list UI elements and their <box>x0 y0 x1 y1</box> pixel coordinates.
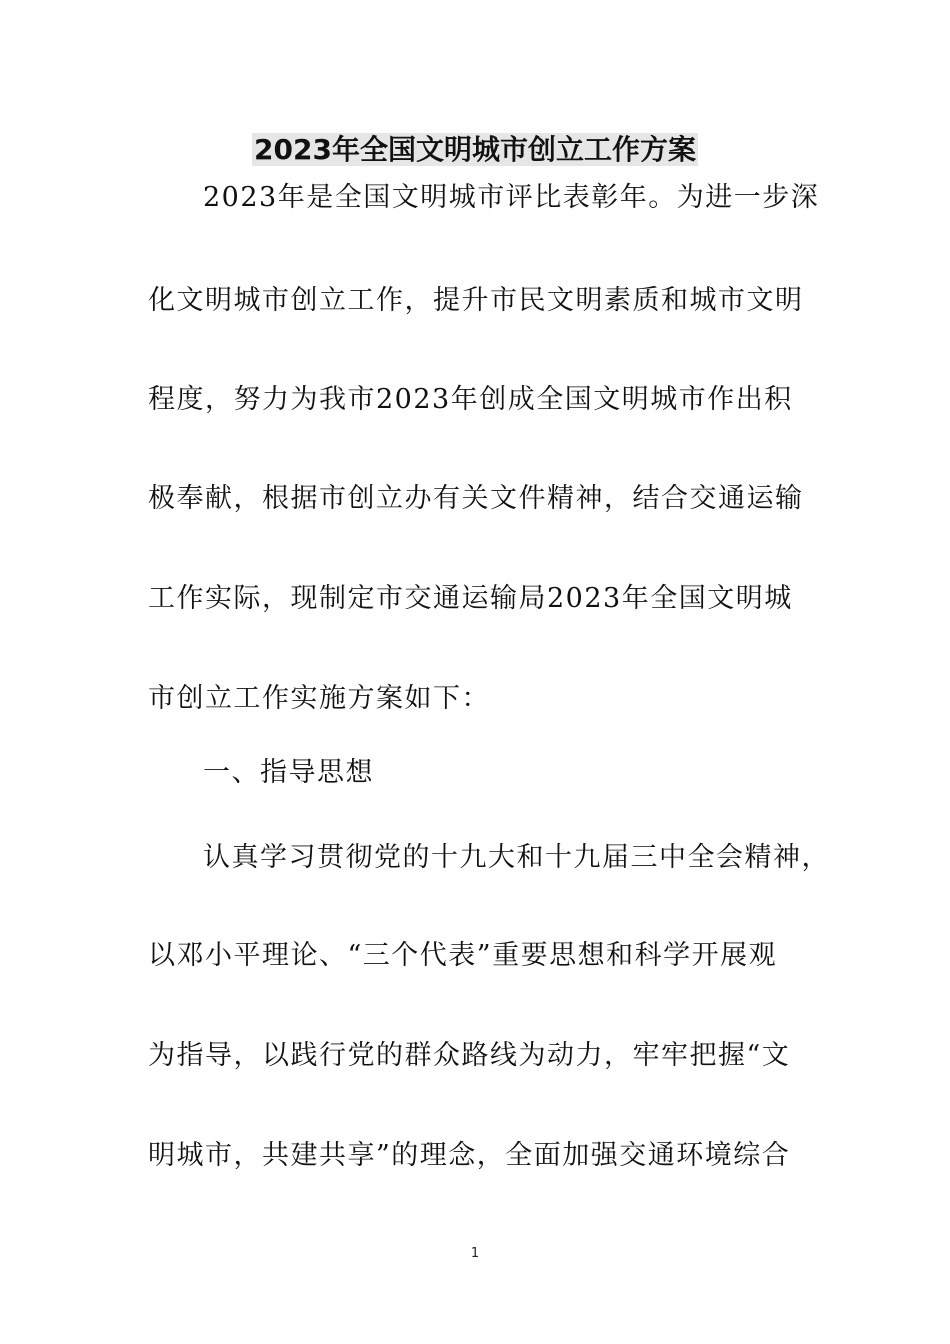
document-title-text: 2023年全国文明城市创立工作方案 <box>254 133 696 166</box>
paragraph-line: 以邓小平理论、“三个代表”重要思想和科学开展观 <box>148 940 778 971</box>
paragraph-line: 2023年是全国文明城市评比表彰年。为进一步深 <box>203 182 820 213</box>
paragraph-line: 化文明城市创立工作，提升市民文明素质和城市文明 <box>148 285 804 316</box>
paragraph-line: 工作实际，现制定市交通运输局2023年全国文明城 <box>148 583 793 614</box>
paragraph-line: 明城市，共建共享”的理念，全面加强交通环境综合 <box>148 1140 791 1171</box>
paragraph-line: 为指导，以践行党的群众路线为动力，牢牢把握“文 <box>148 1040 791 1071</box>
document-title <box>0 130 950 170</box>
paragraph-line: 极奉献，根据市创立办有关文件精神，结合交通运输 <box>148 483 804 514</box>
page-number: 1 <box>470 1246 480 1261</box>
section-heading: 一、指导思想 <box>203 757 374 788</box>
paragraph-line: 市创立工作实施方案如下： <box>148 683 490 714</box>
paragraph-line: 认真学习贯彻党的十九大和十九届三中全会精神， <box>203 842 830 873</box>
paragraph-line: 程度，努力为我市2023年创成全国文明城市作出积 <box>148 384 793 415</box>
